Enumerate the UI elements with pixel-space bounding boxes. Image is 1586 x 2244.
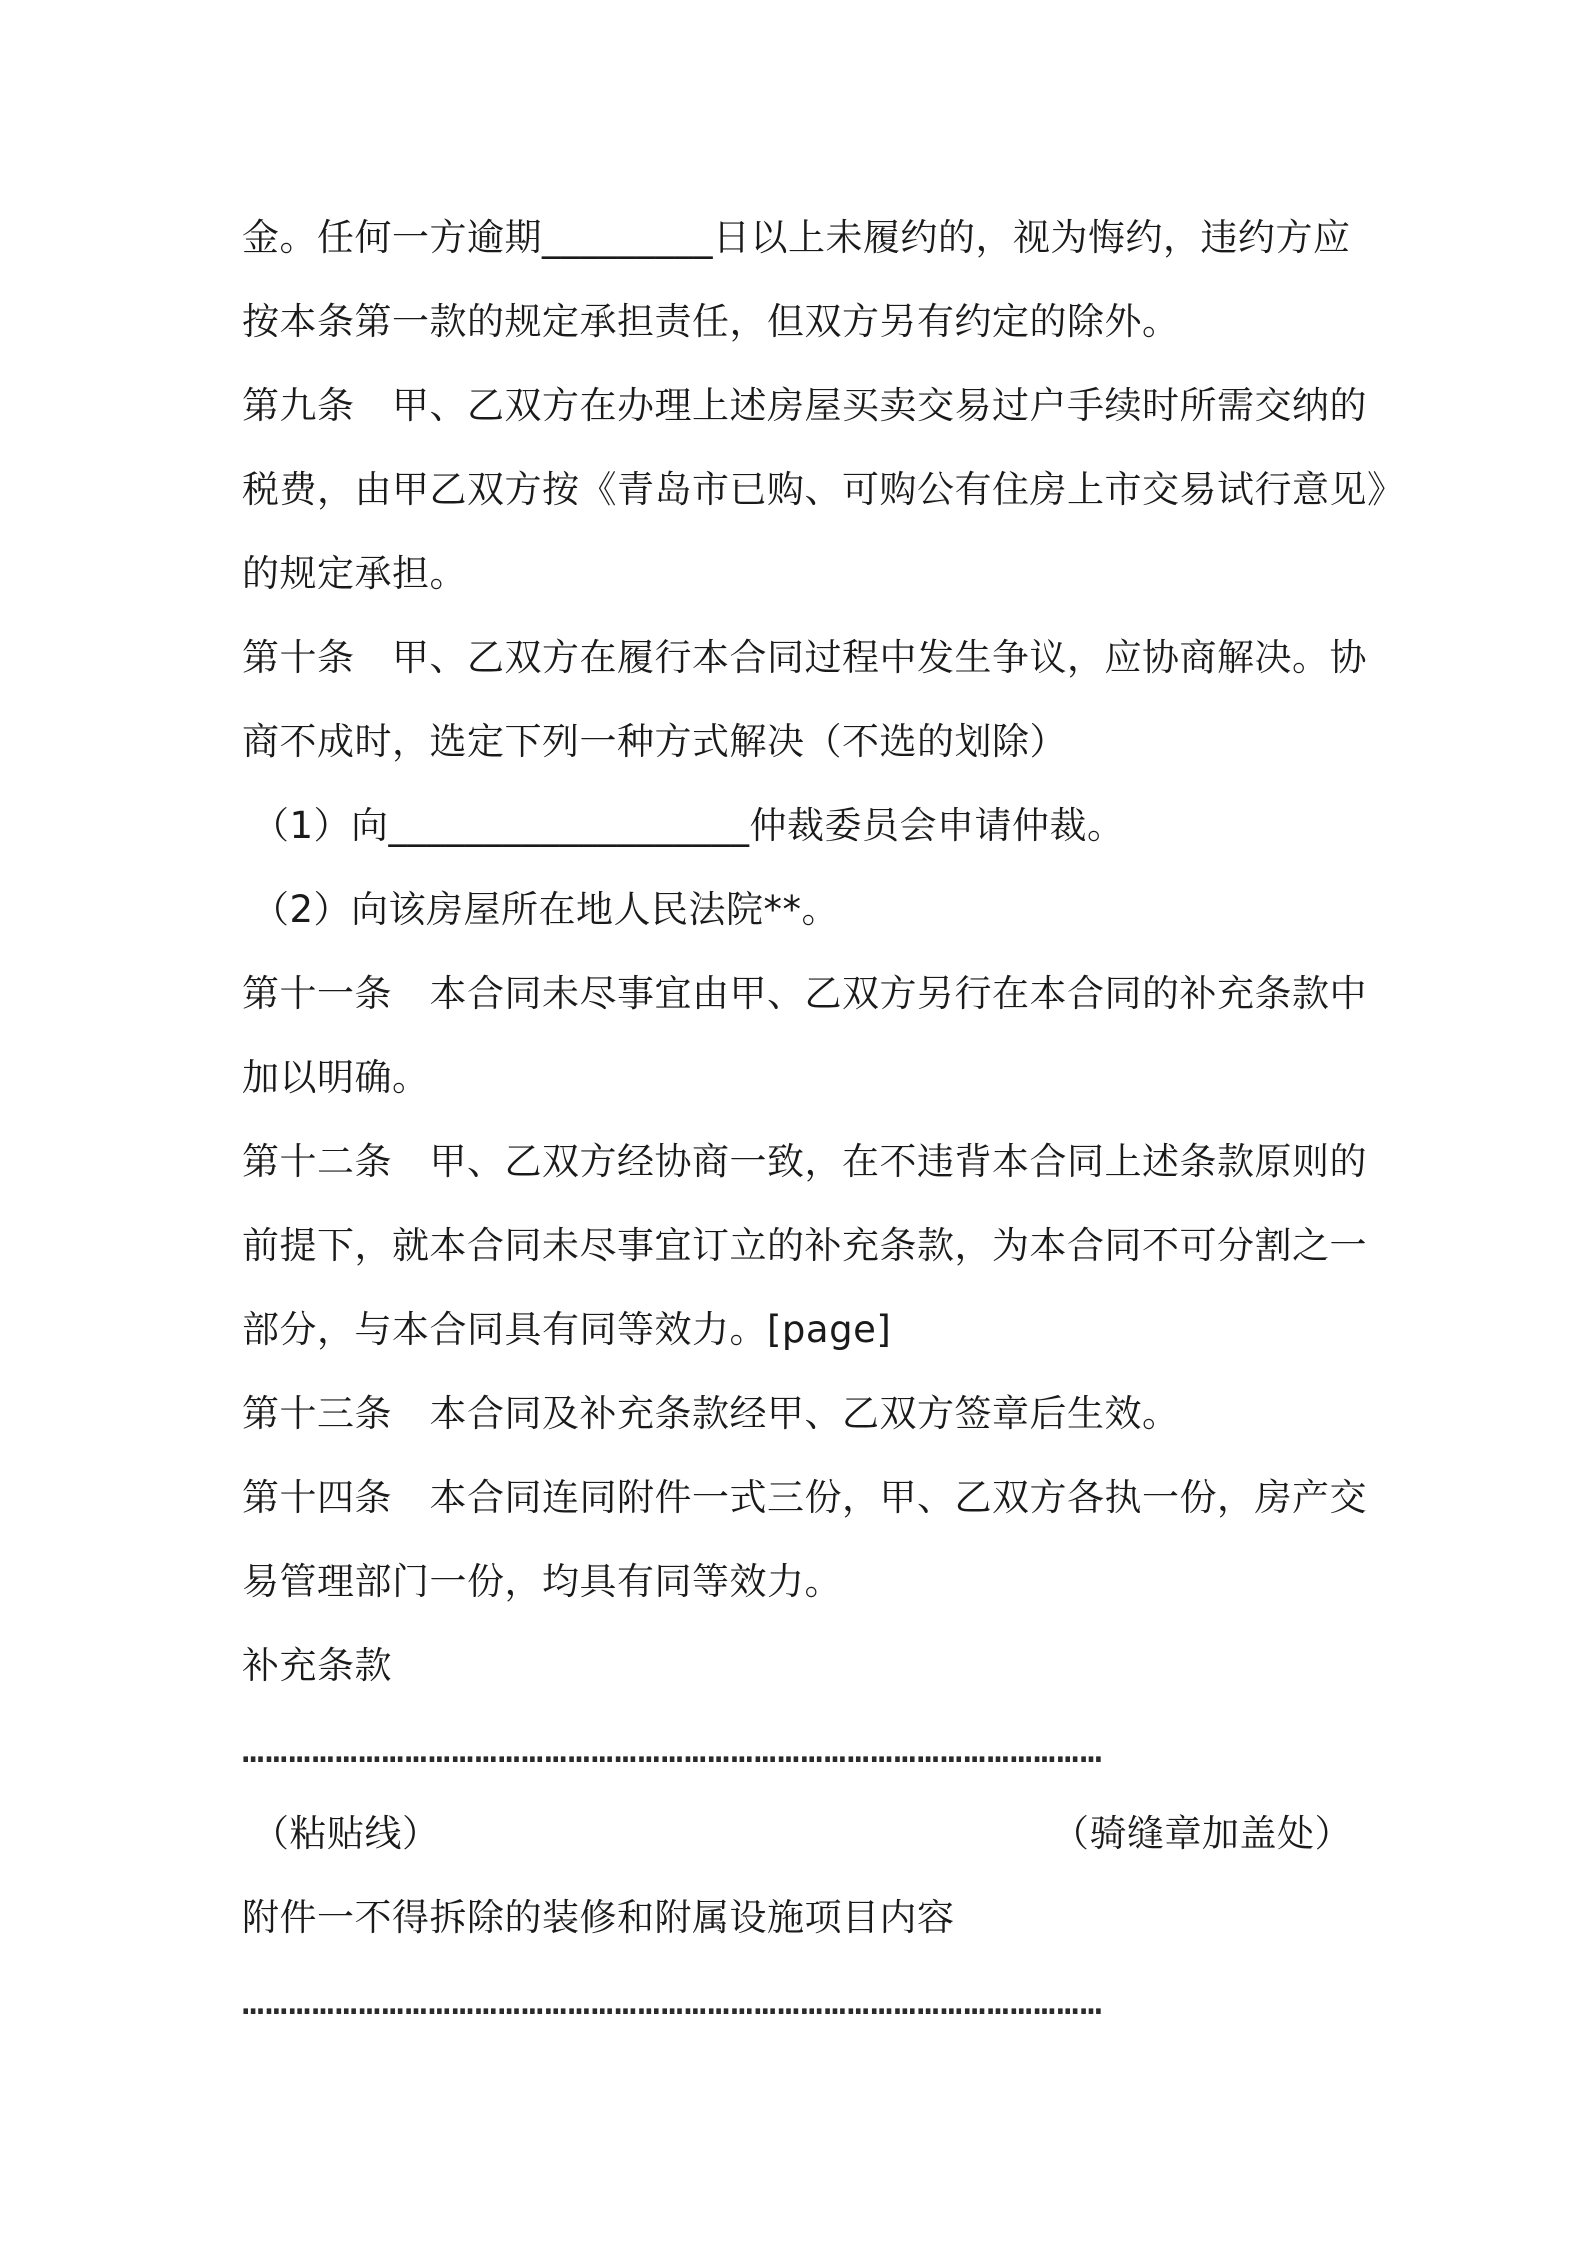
clause-9: 第九条 甲、乙双方在办理上述房屋买卖交易过户手续时所需交纳的 bbox=[242, 384, 1367, 427]
supplementary-terms-heading: 补充条款 bbox=[242, 1644, 392, 1687]
clause-14: 第十四条 本合同连同附件一式三份，甲、乙双方各执一份，房产交 bbox=[242, 1476, 1367, 1519]
text-line: 易管理部门一份，均具有同等效力。 bbox=[242, 1560, 842, 1603]
dotted-separator: ………………………………………………………………………………………………… bbox=[242, 1728, 1104, 1771]
paste-line-label: （粘贴线） bbox=[252, 1812, 440, 1855]
text-line: 前提下，就本合同未尽事宜订立的补充条款，为本合同不可分割之一 bbox=[242, 1224, 1367, 1267]
clause-12: 第十二条 甲、乙双方经协商一致，在不违背本合同上述条款原则的 bbox=[242, 1140, 1367, 1183]
text-line: 部分，与本合同具有同等效力。[page] bbox=[242, 1308, 892, 1351]
text-line: 的规定承担。 bbox=[242, 552, 467, 595]
clause-11: 第十一条 本合同未尽事宜由甲、乙双方另行在本合同的补充条款中 bbox=[242, 972, 1367, 1015]
clause-10: 第十条 甲、乙双方在履行本合同过程中发生争议，应协商解决。协 bbox=[242, 636, 1367, 679]
attachment-title: 附件一不得拆除的装修和附属设施项目内容 bbox=[242, 1896, 955, 1939]
text-line: 税费，由甲乙双方按《青岛市已购、可购公有住房上市交易试行意见》 bbox=[242, 468, 1405, 511]
text-line: 加以明确。 bbox=[242, 1056, 430, 1099]
dotted-separator: ………………………………………………………………………………………………… bbox=[242, 1980, 1104, 2023]
text-line: 按本条第一款的规定承担责任，但双方另有约定的除外。 bbox=[242, 300, 1180, 343]
seal-label: （骑缝章加盖处） bbox=[1052, 1812, 1352, 1855]
clause-13: 第十三条 本合同及补充条款经甲、乙双方签章后生效。 bbox=[242, 1392, 1180, 1435]
option-1: （1）向___________________仲裁委员会申请仲裁。 bbox=[252, 804, 1125, 847]
paste-line-row bbox=[242, 1792, 1352, 1876]
text-line: 金。任何一方逾期_________日以上未履约的，视为悔约，违约方应 bbox=[242, 216, 1351, 259]
option-2: （2）向该房屋所在地人民法院**。 bbox=[252, 888, 840, 931]
document-body bbox=[242, 196, 1405, 2044]
text-line: 商不成时，选定下列一种方式解决（不选的划除） bbox=[242, 720, 1067, 763]
